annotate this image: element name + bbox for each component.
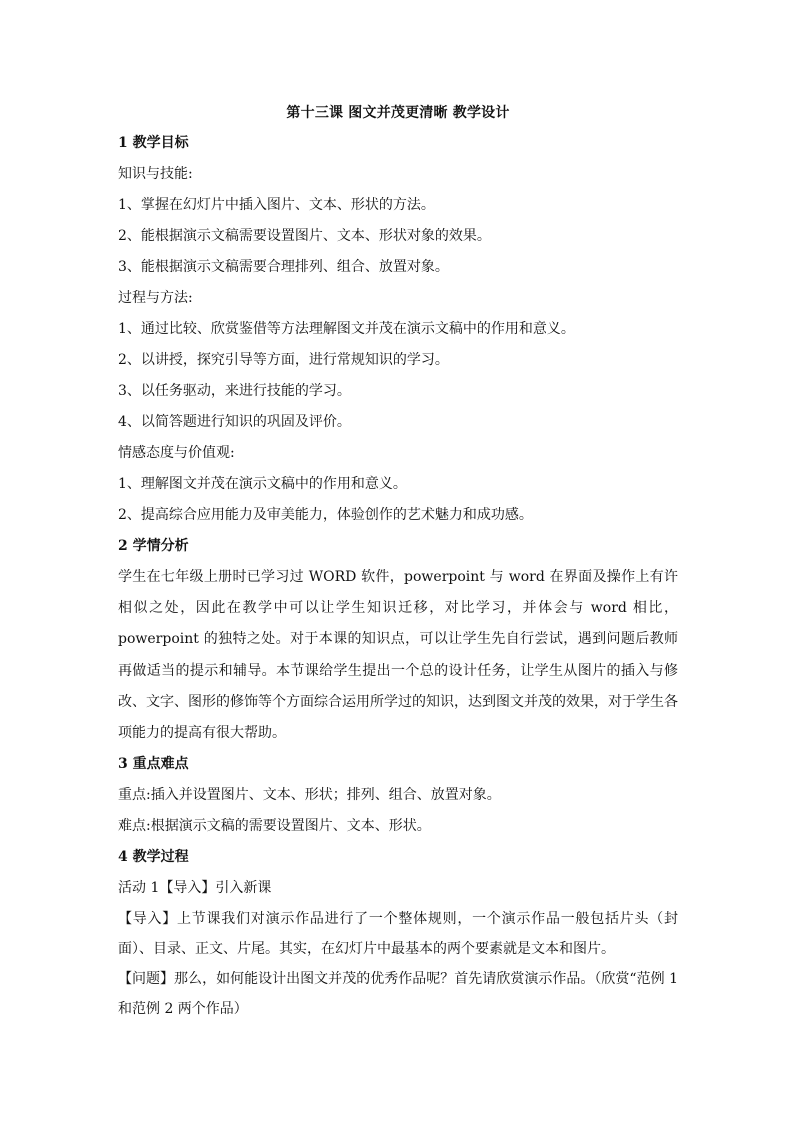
list-item: 1、通过比较、欣赏鉴借等方法理解图文并茂在演示文稿中的作用和意义。 — [118, 321, 575, 337]
section-heading-process: 4 教学过程 — [118, 849, 189, 866]
key-point-text: 重点:插入并设置图片、文本、形状；排列、组合、放置对象。 — [118, 787, 501, 804]
section-heading-analysis: 2 学情分析 — [118, 538, 189, 554]
list-item: 2、能根据演示文稿需要设置图片、文本、形状对象的效果。 — [118, 228, 491, 244]
intro-paragraph: 【导入】上节课我们对演示作品进行了一个整体规则，一个演示作品一般包括片头（封面）、目录、正文、片尾。其实，在幻灯片中最基本的两个要素就是文本和图片。 — [118, 911, 678, 958]
list-item: 2、提高综合应用能力及审美能力，体验创作的艺术魅力和成功感。 — [118, 507, 533, 523]
list-item: 4、以简答题进行知识的巩固及评价。 — [118, 414, 351, 430]
section-heading-key-points: 3 重点难点 — [118, 756, 189, 773]
document-title: 第十三课 图文并茂更清晰 教学设计 — [286, 105, 510, 121]
list-item: 1、理解图文并茂在演示文稿中的作用和意义。 — [118, 476, 407, 492]
difficult-point-text: 难点:根据演示文稿的需要设置图片、文本、形状。 — [118, 818, 431, 835]
question-paragraph: 【问题】那么，如何能设计出图文并茂的优秀作品呢？首先请欣赏演示作品。（欣赏“范例 1 和范例 2 两个作品） — [118, 971, 678, 1018]
section-heading-objectives: 1 教学目标 — [118, 135, 189, 151]
document-body — [118, 101, 678, 1024]
list-item: 2、以讲授，探究引导等方面，进行常规知识的学习。 — [118, 352, 449, 368]
subheading-process: 过程与方法: — [118, 290, 193, 306]
list-item: 1、掌握在幻灯片中插入图片、文本、形状的方法。 — [118, 197, 435, 213]
list-item: 3、以任务驱动，来进行技能的学习。 — [118, 383, 351, 399]
subheading-knowledge: 知识与技能: — [118, 166, 193, 182]
list-item: 3、能根据演示文稿需要合理排列、组合、放置对象。 — [118, 259, 449, 275]
analysis-paragraph: 学生在七年级上册时已学习过 WORD 软件，powerpoint 与 word 在界面及操作上有许相似之处，因此在教学中可以让学生知识迁移，对比学习，并体会与 word 相比，powerpoint 的独特之处。对于本课的知识点，可以让学生先自行尝试，遇到问题后教师再做适当的提示和辅导。本节课给学生提出一个总的设计任务，让学生从图片的插入与修改、文字、图形的修饰等个方面综合运用所学过的知识，达到图文并茂的效果，对于学生各项能力的提高有很大帮助。 — [118, 569, 678, 742]
subheading-emotion: 情感态度与价值观: — [118, 445, 235, 461]
activity-title: 活动 1【导入】引入新课 — [118, 880, 272, 897]
